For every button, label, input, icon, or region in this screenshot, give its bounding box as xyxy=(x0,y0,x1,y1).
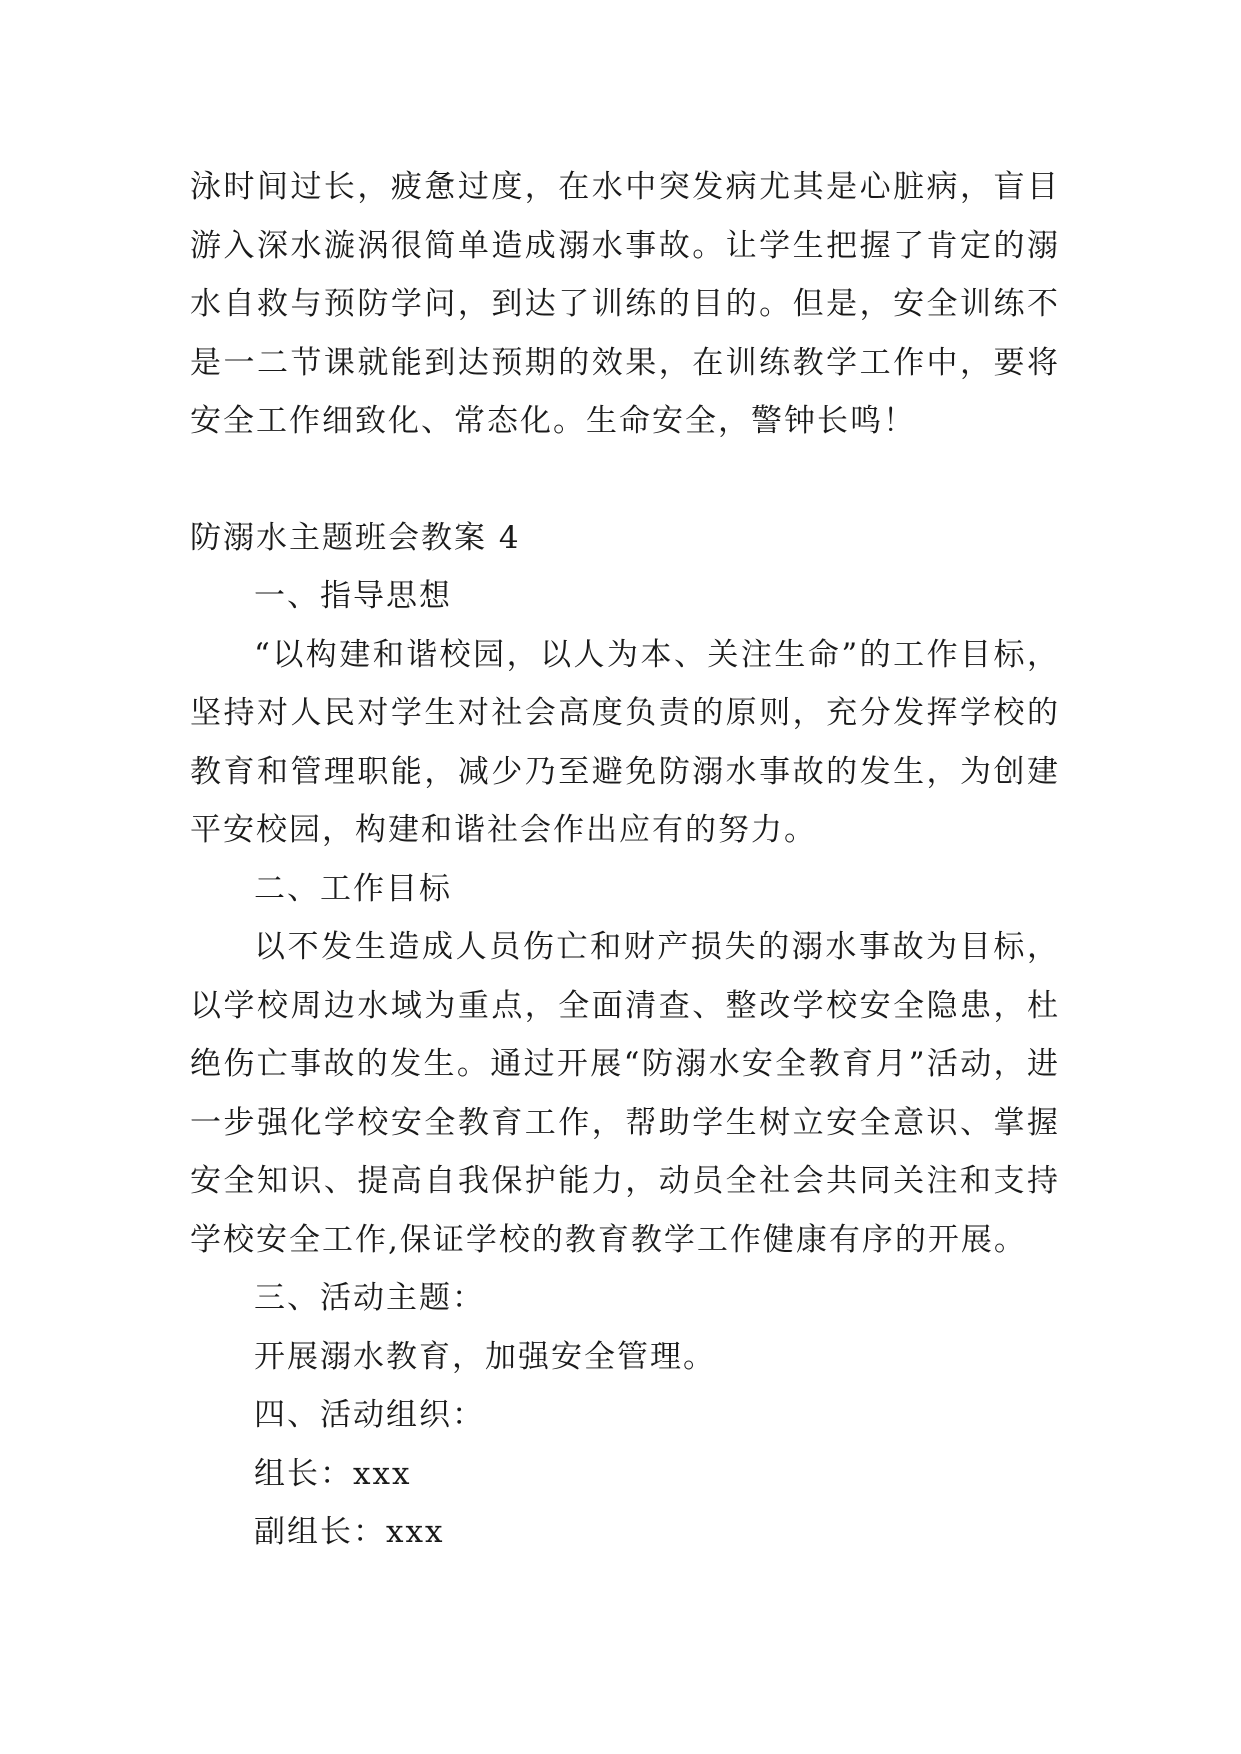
activity-theme-text: 开展溺水教育，加强安全管理。 xyxy=(254,1338,716,1375)
work-goal-paragraph: 以不发生造成人员伤亡和财产损失的溺水事故为目标，以学校周边水域为重点，全面清查、整改学校安全隐患，杜绝伤亡事故的发生。通过开展“防溺水安全教育月”活动，进一步强化学校安全教育工作，帮助学生树立安全意识、掌握安全知识、提高自我保护能力，动员全社会共同关注和支持学校安全工作,保证学校的教育教学工作健康有序的开展。 xyxy=(190,929,1060,1258)
section-heading-work-goal: 二、工作目标 xyxy=(254,870,452,907)
page-content xyxy=(190,158,1060,1562)
section-spacer xyxy=(190,451,1060,509)
vice-leader-line: 副组长：xxx xyxy=(254,1514,445,1550)
lesson-title: 防溺水主题班会教案 4 xyxy=(190,519,521,556)
continued-paragraph: 泳时间过长，疲惫过度，在水中突发病尤其是心脏病，盲目游入深水漩涡很简单造成溺水事故。让学生把握了肯定的溺水自救与预防学问，到达了训练的目的。但是，安全训练不是一二节课就能到达预期的效果，在训练教学工作中，要将安全工作细致化、常态化。生命安全，警钟长鸣！ xyxy=(190,169,1060,439)
leader-line: 组长：xxx xyxy=(254,1455,412,1492)
guiding-thought-paragraph: “以构建和谐校园，以人为本、关注生命”的工作目标，坚持对人民对学生对社会高度负责的原则，充分发挥学校的教育和管理职能，减少乃至避免防溺水事故的发生，为创建平安校园，构建和谐社会作出应有的努力。 xyxy=(190,636,1060,848)
section-heading-activity-organization: 四、活动组织： xyxy=(254,1397,485,1433)
section-heading-activity-theme: 三、活动主题： xyxy=(254,1280,485,1316)
section-heading-guiding-thought: 一、指导思想 xyxy=(254,578,452,614)
